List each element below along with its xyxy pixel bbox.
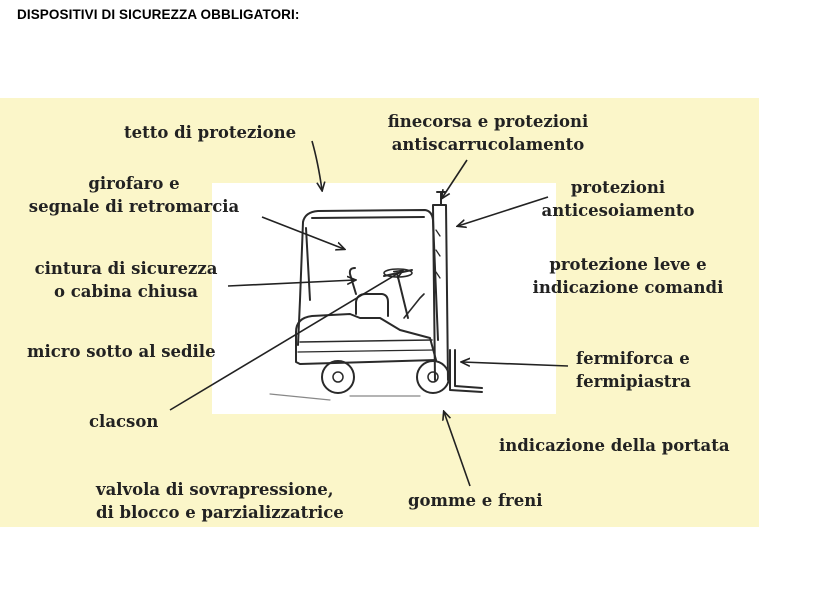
label-beacon: girofaro e segnale di retromarcia xyxy=(28,174,240,216)
overhead-guard xyxy=(298,210,438,345)
label-tires: gomme e freni xyxy=(408,491,543,510)
front-wheel xyxy=(417,361,449,393)
seat xyxy=(356,294,388,316)
label-anti-shear: protezioni anticesoiamento xyxy=(541,178,695,220)
arrow-tires xyxy=(444,412,470,486)
arrow-fork-stop xyxy=(462,362,568,366)
label-limit-switch: finecorsa e protezioni antiscarrucolamento xyxy=(387,112,589,154)
label-seatbelt: cintura di sicurezza o cabina chiusa xyxy=(34,259,218,301)
label-capacity: indicazione della portata xyxy=(499,436,730,455)
rear-wheel xyxy=(322,361,354,393)
arrow-seatbelt xyxy=(228,280,355,286)
label-horn: clacson xyxy=(89,412,159,431)
label-seat-switch: micro sotto al sedile xyxy=(27,342,216,361)
label-levers: protezione leve e indicazione comandi xyxy=(532,255,724,297)
arrow-roof xyxy=(312,141,322,190)
label-roof: tetto di protezione xyxy=(124,123,297,142)
page-heading: DISPOSITIVI DI SICUREZZA OBBLIGATORI: xyxy=(17,7,300,22)
fork xyxy=(450,350,482,392)
label-fork-stop: fermiforca e fermipiastra xyxy=(576,349,691,391)
arrow-anti-shear xyxy=(458,197,548,226)
arrow-limit-switch xyxy=(442,160,467,198)
label-valve: valvola di sovrapressione, di blocco e parzializzatrice xyxy=(96,480,344,522)
